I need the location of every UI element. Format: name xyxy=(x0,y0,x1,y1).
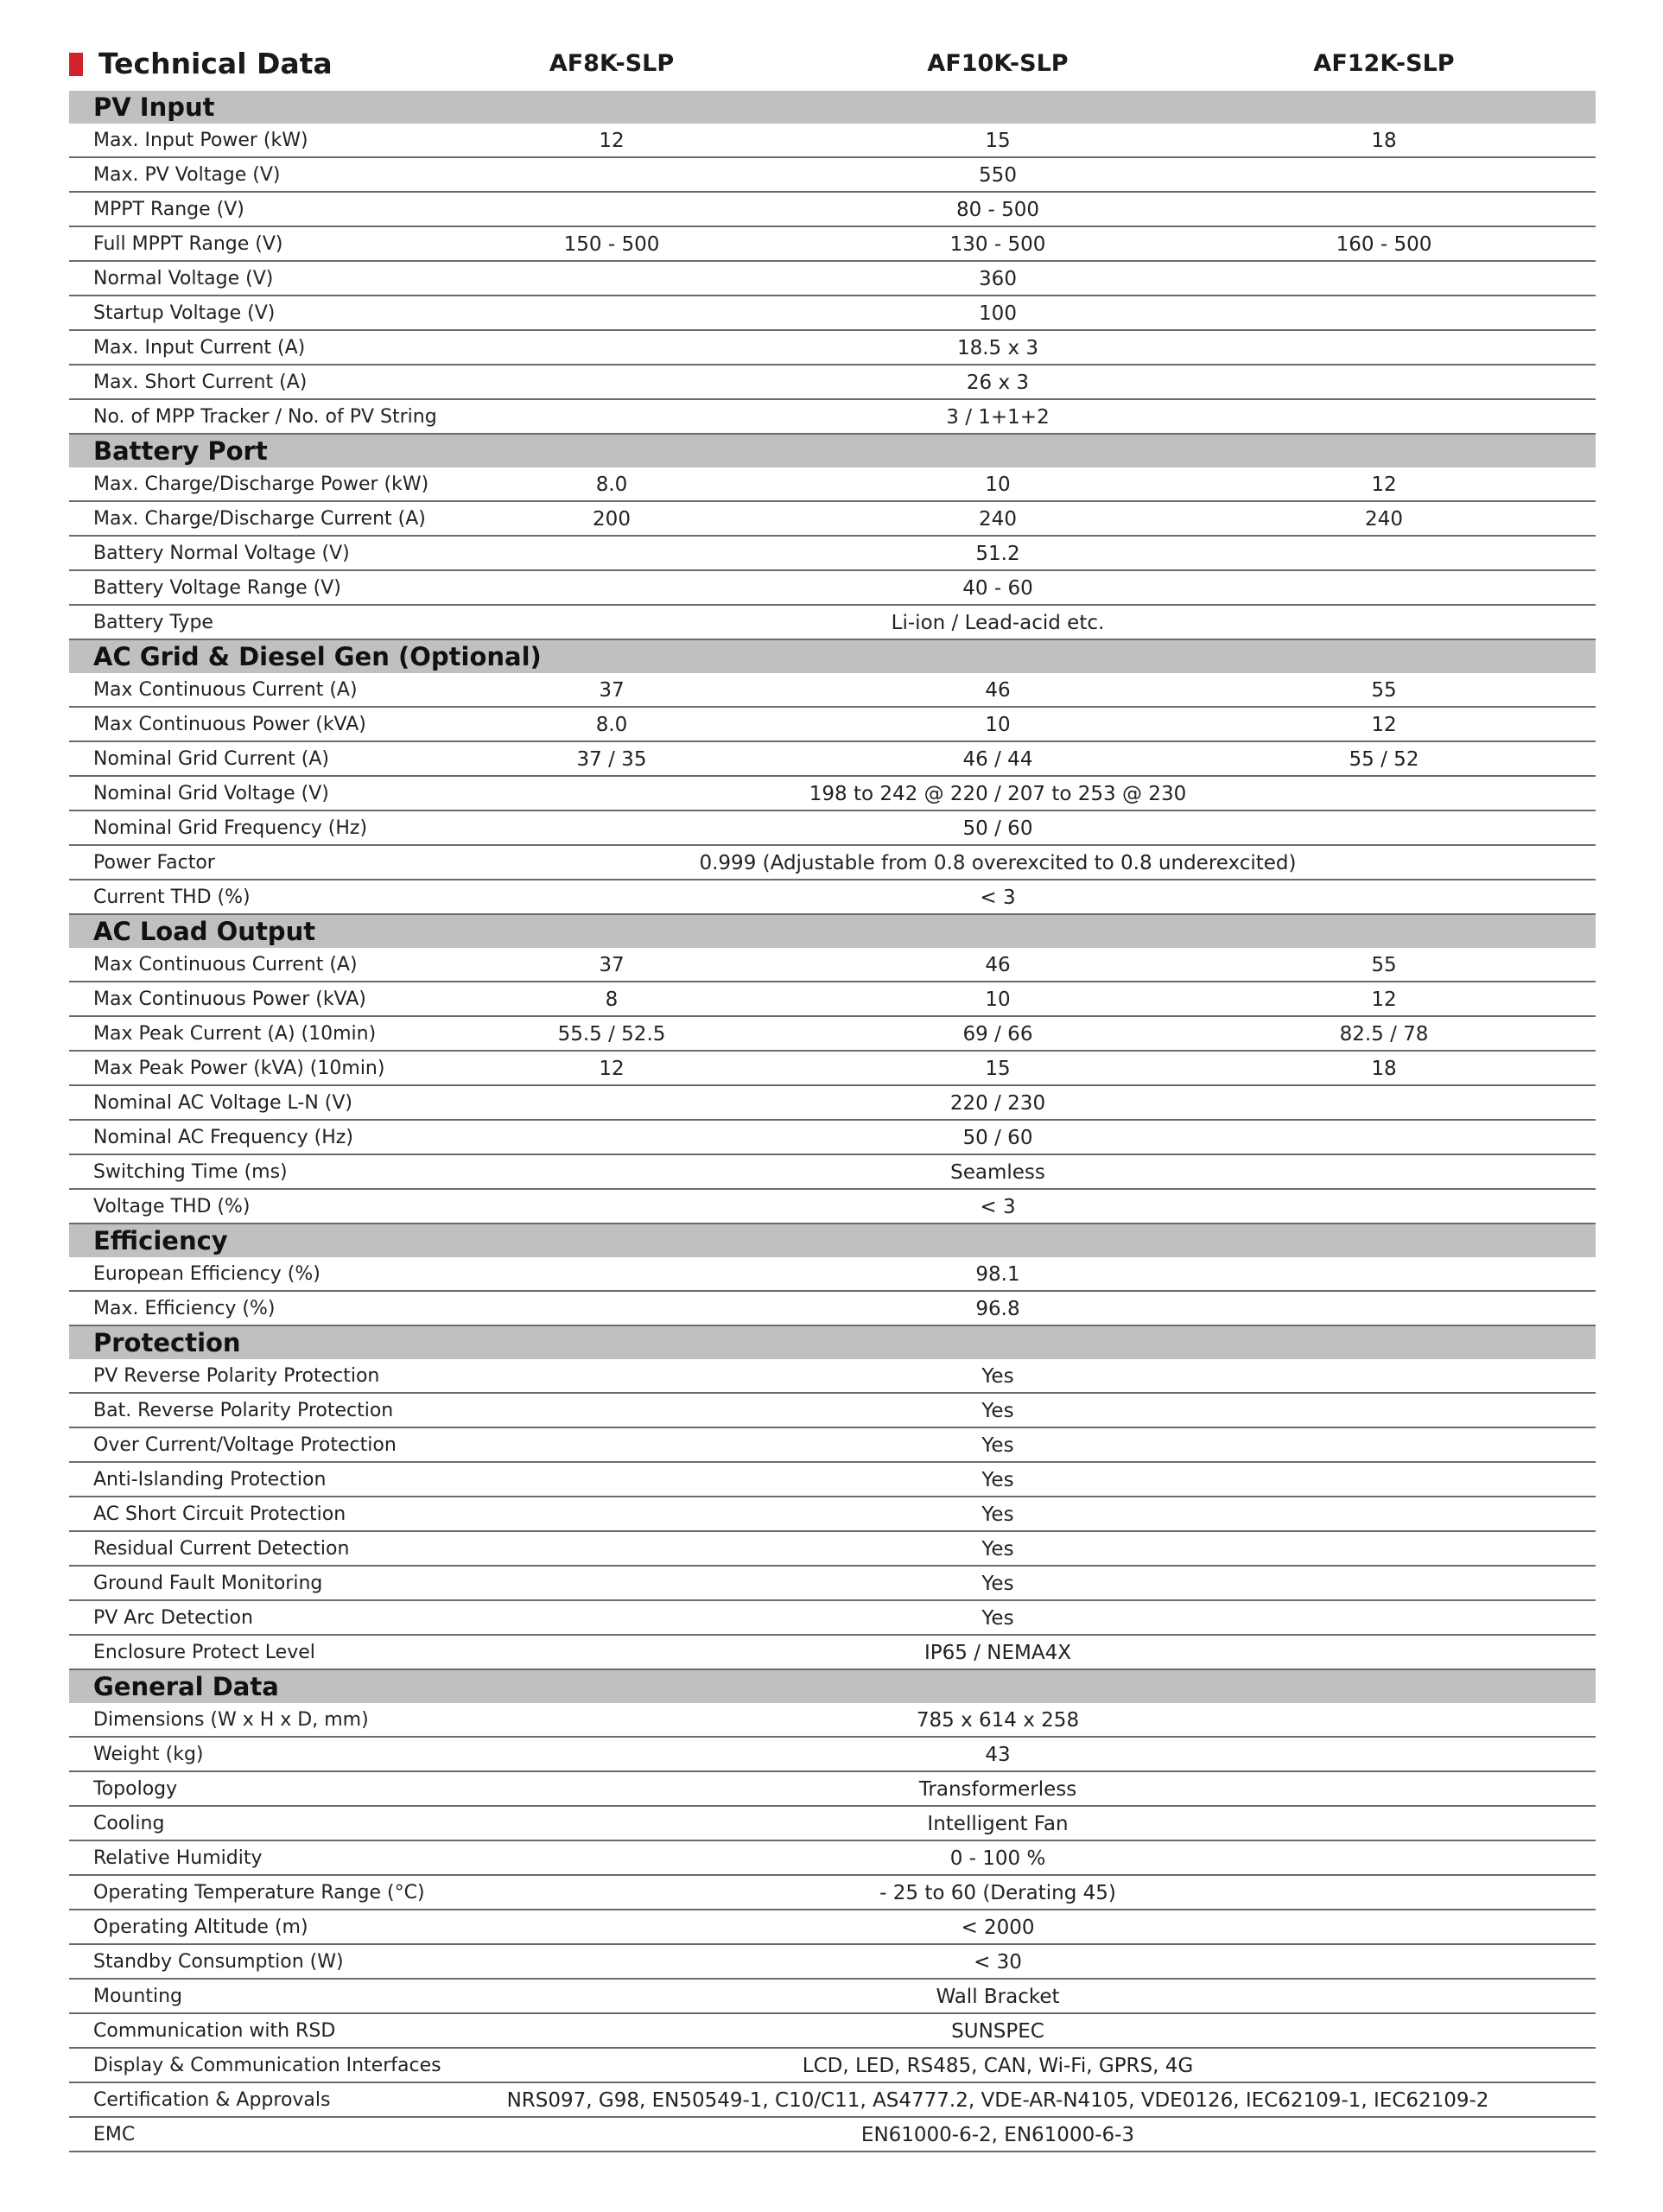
spec-label: Nominal AC Voltage L-N (V) xyxy=(93,1092,352,1114)
spec-label: Operating Altitude (m) xyxy=(93,1916,308,1938)
spec-label: Standby Consumption (W) xyxy=(93,1951,344,1973)
spec-row xyxy=(69,1841,1596,1876)
spec-label: Max Continuous Power (kVA) xyxy=(93,988,366,1010)
spec-value-all-models: 50 / 60 xyxy=(962,817,1033,840)
spec-value-model-1: 8.0 xyxy=(595,474,628,496)
spec-value-all-models: 0.999 (Adjustable from 0.8 overexcited to 0.8 underexcited) xyxy=(699,852,1297,874)
spec-label: Enclosure Protect Level xyxy=(93,1642,315,1663)
spec-row xyxy=(69,227,1596,262)
spec-value-model-1: 12 xyxy=(599,130,625,152)
spec-row xyxy=(69,1257,1596,1292)
spec-value-model-2: 46 xyxy=(985,679,1011,702)
spec-value-all-models: 50 / 60 xyxy=(962,1127,1033,1149)
spec-label: Max. Charge/Discharge Current (A) xyxy=(93,508,426,530)
spec-value-model-3: 18 xyxy=(1371,1058,1397,1080)
spec-value-all-models: < 3 xyxy=(980,1196,1016,1218)
model-header-af12k: AF12K-SLP xyxy=(1313,50,1455,77)
spec-value-all-models: Yes xyxy=(981,1538,1014,1560)
spec-label: Mounting xyxy=(93,1986,182,2007)
spec-row xyxy=(69,1359,1596,1394)
spec-label: Max. Input Current (A) xyxy=(93,337,306,359)
spec-row xyxy=(69,880,1596,915)
spec-value-model-1: 200 xyxy=(593,508,631,531)
spec-label: Power Factor xyxy=(93,852,215,874)
spec-value-all-models: 40 - 60 xyxy=(962,577,1033,600)
spec-row xyxy=(69,158,1596,193)
spec-value-all-models: Yes xyxy=(981,1503,1014,1526)
spec-label: Switching Time (ms) xyxy=(93,1161,288,1183)
spec-value-model-1: 37 / 35 xyxy=(576,748,647,771)
spec-row xyxy=(69,742,1596,777)
spec-value-model-3: 160 - 500 xyxy=(1336,233,1432,256)
technical-data-sheet xyxy=(69,48,1596,2152)
spec-row xyxy=(69,1463,1596,1497)
section-general-data: General Data xyxy=(69,1670,1596,1703)
section-protection: Protection xyxy=(69,1326,1596,1359)
spec-value-model-2: 10 xyxy=(985,474,1011,496)
spec-row xyxy=(69,193,1596,227)
spec-row xyxy=(69,331,1596,365)
spec-label: Max Continuous Power (kVA) xyxy=(93,714,366,735)
spec-label: Current THD (%) xyxy=(93,887,251,908)
spec-row xyxy=(69,571,1596,606)
spec-value-model-2: 46 xyxy=(985,954,1011,976)
spec-label: Max. PV Voltage (V) xyxy=(93,164,281,186)
spec-label: Nominal Grid Current (A) xyxy=(93,748,329,770)
spec-value-all-models: 785 x 614 x 258 xyxy=(916,1709,1080,1732)
spec-value-all-models: Yes xyxy=(981,1400,1014,1422)
spec-value-model-1: 55.5 / 52.5 xyxy=(557,1023,666,1046)
spec-value-model-3: 55 xyxy=(1371,679,1397,702)
spec-value-all-models: 43 xyxy=(985,1744,1011,1766)
spec-label: Full MPPT Range (V) xyxy=(93,233,283,255)
spec-row xyxy=(69,777,1596,811)
section-battery-port: Battery Port xyxy=(69,435,1596,467)
spec-row xyxy=(69,606,1596,640)
spec-row xyxy=(69,537,1596,571)
spec-value-all-models: Intelligent Fan xyxy=(927,1813,1069,1835)
spec-value-all-models: 51.2 xyxy=(975,543,1020,565)
spec-row xyxy=(69,1155,1596,1190)
spec-row xyxy=(69,1876,1596,1910)
spec-value-model-1: 8 xyxy=(605,988,619,1011)
spec-label: Residual Current Detection xyxy=(93,1538,350,1560)
spec-label: Startup Voltage (V) xyxy=(93,302,276,324)
spec-row xyxy=(69,1394,1596,1428)
spec-label: Ground Fault Monitoring xyxy=(93,1573,323,1594)
spec-row xyxy=(69,1121,1596,1155)
spec-value-all-models: - 25 to 60 (Derating 45) xyxy=(879,1882,1116,1904)
spec-label: Cooling xyxy=(93,1813,165,1834)
spec-value-all-models: < 30 xyxy=(974,1951,1022,1974)
section-ac-load-output: AC Load Output xyxy=(69,915,1596,948)
spec-value-model-2: 10 xyxy=(985,988,1011,1011)
red-section-marker xyxy=(69,53,83,76)
spec-value-all-models: LCD, LED, RS485, CAN, Wi-Fi, GPRS, 4G xyxy=(802,2055,1194,2077)
page-title: Technical Data xyxy=(98,47,333,80)
spec-label: EMC xyxy=(93,2124,136,2145)
spec-label: AC Short Circuit Protection xyxy=(93,1503,346,1525)
spec-label: PV Arc Detection xyxy=(93,1607,253,1629)
spec-value-all-models: Yes xyxy=(981,1573,1014,1595)
spec-value-model-3: 82.5 / 78 xyxy=(1339,1023,1429,1046)
spec-value-all-models: Yes xyxy=(981,1365,1014,1388)
spec-label: Anti-Islanding Protection xyxy=(93,1469,327,1491)
spec-value-all-models: 3 / 1+1+2 xyxy=(946,406,1050,429)
spec-value-all-models: 26 x 3 xyxy=(966,372,1030,394)
spec-value-model-2: 46 / 44 xyxy=(962,748,1033,771)
spec-label: Certification & Approvals xyxy=(93,2089,331,2111)
spec-label: Nominal Grid Voltage (V) xyxy=(93,783,329,804)
spec-value-all-models: 80 - 500 xyxy=(955,199,1040,221)
spec-value-model-3: 240 xyxy=(1365,508,1403,531)
spec-row xyxy=(69,1601,1596,1636)
spec-row xyxy=(69,948,1596,982)
spec-value-all-models: Li-ion / Lead-acid etc. xyxy=(891,612,1105,634)
spec-value-model-1: 8.0 xyxy=(595,714,628,736)
section-pv-input: PV Input xyxy=(69,91,1596,124)
spec-table xyxy=(69,91,1596,2152)
spec-value-all-models: 220 / 230 xyxy=(949,1092,1046,1115)
spec-row xyxy=(69,262,1596,296)
spec-row xyxy=(69,1497,1596,1532)
spec-row xyxy=(69,296,1596,331)
spec-value-model-1: 150 - 500 xyxy=(563,233,660,256)
spec-value-model-3: 55 / 52 xyxy=(1349,748,1419,771)
spec-value-all-models: IP65 / NEMA4X xyxy=(924,1642,1071,1664)
spec-row xyxy=(69,673,1596,708)
spec-value-model-2: 130 - 500 xyxy=(949,233,1046,256)
spec-value-all-models: Wall Bracket xyxy=(936,1986,1060,2008)
spec-value-model-1: 12 xyxy=(599,1058,625,1080)
spec-value-all-models: Yes xyxy=(981,1607,1014,1630)
spec-value-all-models: 96.8 xyxy=(975,1298,1020,1320)
spec-row xyxy=(69,467,1596,502)
spec-row xyxy=(69,708,1596,742)
spec-label: MPPT Range (V) xyxy=(93,199,244,220)
spec-value-model-3: 18 xyxy=(1371,130,1397,152)
spec-row xyxy=(69,365,1596,400)
spec-value-all-models: Transformerless xyxy=(918,1778,1077,1801)
spec-value-all-models: 18.5 x 3 xyxy=(956,337,1039,359)
spec-label: Max Peak Power (kVA) (10min) xyxy=(93,1058,385,1079)
spec-row xyxy=(69,502,1596,537)
spec-value-model-3: 12 xyxy=(1371,988,1397,1011)
spec-label: Normal Voltage (V) xyxy=(93,268,274,289)
spec-row xyxy=(69,1636,1596,1670)
spec-row xyxy=(69,1292,1596,1326)
spec-label: Bat. Reverse Polarity Protection xyxy=(93,1400,394,1421)
spec-value-all-models: 0 - 100 % xyxy=(949,1847,1046,1870)
spec-value-model-2: 240 xyxy=(979,508,1017,531)
sheet-header xyxy=(69,48,1596,91)
spec-row xyxy=(69,1772,1596,1807)
spec-row xyxy=(69,1910,1596,1945)
spec-row xyxy=(69,1738,1596,1772)
spec-value-model-2: 15 xyxy=(985,130,1011,152)
spec-label: Max. Input Power (kW) xyxy=(93,130,308,151)
spec-value-all-models: Seamless xyxy=(950,1161,1045,1184)
spec-value-all-models: NRS097, G98, EN50549-1, C10/C11, AS4777.2, VDE-AR-N4105, VDE0126, IEC62109-1, IEC62109-2 xyxy=(506,2089,1489,2112)
spec-row xyxy=(69,1703,1596,1738)
spec-label: Max. Short Current (A) xyxy=(93,372,308,393)
spec-value-all-models: 98.1 xyxy=(975,1263,1020,1286)
spec-label: Max Continuous Current (A) xyxy=(93,679,358,701)
spec-label: Nominal Grid Frequency (Hz) xyxy=(93,817,368,839)
spec-label: Nominal AC Frequency (Hz) xyxy=(93,1127,353,1148)
spec-row xyxy=(69,846,1596,880)
spec-row xyxy=(69,1052,1596,1086)
spec-label: No. of MPP Tracker / No. of PV String xyxy=(93,406,437,428)
spec-value-all-models: Yes xyxy=(981,1434,1014,1457)
spec-row xyxy=(69,1086,1596,1121)
spec-value-model-1: 37 xyxy=(599,679,625,702)
spec-row xyxy=(69,2049,1596,2083)
spec-row xyxy=(69,1428,1596,1463)
spec-label: Battery Voltage Range (V) xyxy=(93,577,341,599)
section-efficiency: Efficiency xyxy=(69,1224,1596,1257)
spec-value-model-2: 10 xyxy=(985,714,1011,736)
spec-value-model-2: 15 xyxy=(985,1058,1011,1080)
section-ac-grid-diesel-gen-optional: AC Grid & Diesel Gen (Optional) xyxy=(69,640,1596,673)
spec-value-all-models: 550 xyxy=(979,164,1017,187)
spec-value-model-3: 12 xyxy=(1371,474,1397,496)
spec-value-all-models: < 3 xyxy=(980,887,1016,909)
spec-label: Relative Humidity xyxy=(93,1847,263,1869)
spec-label: Communication with RSD xyxy=(93,2020,336,2042)
spec-value-all-models: 360 xyxy=(979,268,1017,290)
spec-row xyxy=(69,400,1596,435)
spec-row xyxy=(69,1807,1596,1841)
spec-value-all-models: EN61000-6-2, EN61000-6-3 xyxy=(860,2124,1135,2146)
spec-label: Max Continuous Current (A) xyxy=(93,954,358,976)
spec-label: PV Reverse Polarity Protection xyxy=(93,1365,380,1387)
spec-value-all-models: 198 to 242 @ 220 / 207 to 253 @ 230 xyxy=(809,783,1187,805)
spec-label: European Efficiency (%) xyxy=(93,1263,321,1285)
spec-label: Max Peak Current (A) (10min) xyxy=(93,1023,377,1045)
spec-label: Max. Charge/Discharge Power (kW) xyxy=(93,474,429,495)
spec-label: Voltage THD (%) xyxy=(93,1196,251,1217)
spec-value-model-2: 69 / 66 xyxy=(962,1023,1033,1046)
spec-value-all-models: Yes xyxy=(981,1469,1014,1491)
spec-row xyxy=(69,2118,1596,2152)
spec-row xyxy=(69,2083,1596,2118)
model-header-af10k: AF10K-SLP xyxy=(927,50,1069,77)
spec-label: Dimensions (W x H x D, mm) xyxy=(93,1709,369,1731)
spec-row xyxy=(69,2014,1596,2049)
spec-row xyxy=(69,811,1596,846)
spec-label: Max. Efficiency (%) xyxy=(93,1298,276,1319)
spec-label: Topology xyxy=(93,1778,178,1800)
spec-value-all-models: SUNSPEC xyxy=(951,2020,1044,2043)
spec-label: Battery Type xyxy=(93,612,213,633)
spec-label: Operating Temperature Range (°C) xyxy=(93,1882,425,1904)
spec-row xyxy=(69,1945,1596,1980)
spec-row xyxy=(69,1567,1596,1601)
spec-row xyxy=(69,1980,1596,2014)
spec-row xyxy=(69,1190,1596,1224)
spec-value-model-3: 12 xyxy=(1371,714,1397,736)
spec-value-model-1: 37 xyxy=(599,954,625,976)
model-header-af8k: AF8K-SLP xyxy=(549,50,675,77)
spec-label: Battery Normal Voltage (V) xyxy=(93,543,350,564)
spec-row xyxy=(69,1532,1596,1567)
spec-row xyxy=(69,124,1596,158)
spec-label: Over Current/Voltage Protection xyxy=(93,1434,397,1456)
spec-row xyxy=(69,982,1596,1017)
spec-value-model-3: 55 xyxy=(1371,954,1397,976)
spec-row xyxy=(69,1017,1596,1052)
spec-label: Weight (kg) xyxy=(93,1744,204,1765)
spec-label: Display & Communication Interfaces xyxy=(93,2055,441,2076)
spec-value-all-models: < 2000 xyxy=(961,1916,1035,1939)
spec-value-all-models: 100 xyxy=(979,302,1017,325)
